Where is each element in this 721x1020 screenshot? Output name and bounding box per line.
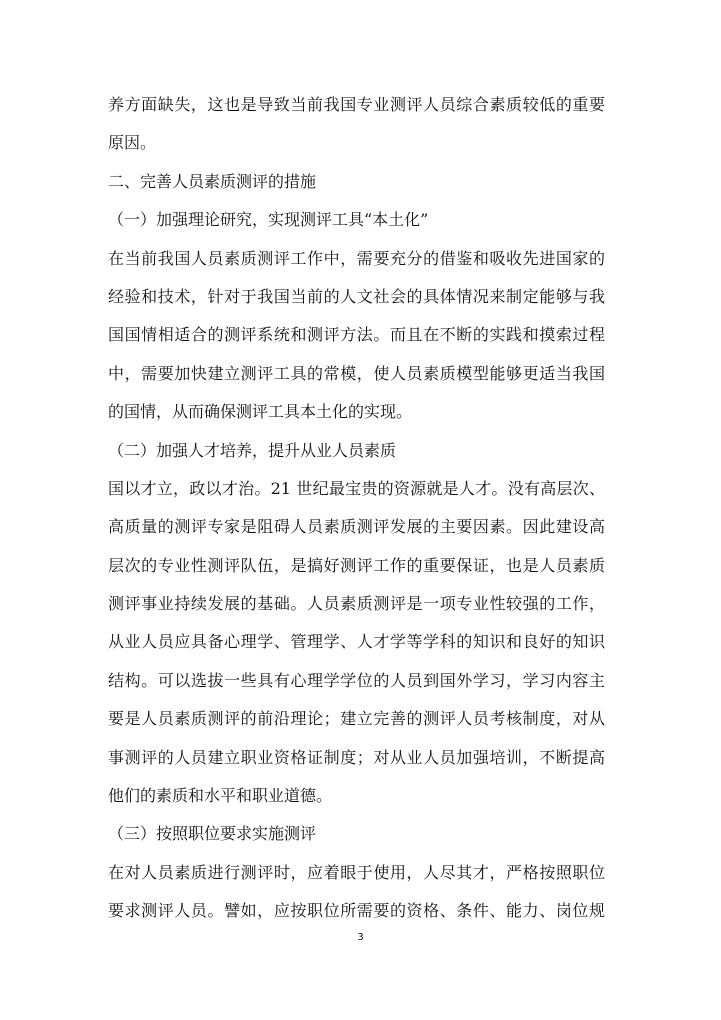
text-line: （一）加强理论研究，实现测评工具“本土化” (108, 210, 429, 230)
text-line: 的国情，从而确保测评工具本土化的实现。 (108, 402, 413, 422)
text-line: 结构。可以选拔一些具有心理学学位的人员到国外学习，学习内容主 (108, 670, 605, 690)
text-line: 测评事业持续发展的基础。人员素质测评是一项专业性较强的工作， (108, 594, 605, 614)
text-line: （三）按照职位要求实施测评 (108, 824, 317, 844)
text-line: 在对人员素质进行测评时，应着眼于使用，人尽其才，严格按照职位 (108, 862, 605, 882)
text-line: 原因。 (108, 133, 157, 153)
text-line: 国以才立，政以才治。21 世纪最宝贵的资源就是人才。没有高层次、 (108, 478, 605, 498)
text-line: 从业人员应具备心理学、管理学、人才学等学科的知识和良好的知识 (108, 632, 605, 652)
text-line: 中，需要加快建立测评工具的常模，使人员素质模型能够更适当我国 (108, 363, 605, 383)
text-line: 养方面缺失，这也是导致当前我国专业测评人员综合素质较低的重要 (108, 95, 605, 114)
text-line: 层次的专业性测评队伍，是搞好测评工作的重要保证，也是人员素质 (108, 555, 605, 575)
page-number: 3 (357, 932, 364, 943)
text-line: 经验和技术，针对于我国当前的人文社会的具体情况来制定能够与我 (108, 286, 605, 306)
text-line: 他们的素质和水平和职业道德。 (108, 786, 333, 806)
text-line: 二、完善人员素质测评的措施 (108, 171, 317, 191)
text-line: 事测评的人员建立职业资格证制度；对从业人员加强培训，不断提高 (108, 747, 605, 767)
body-text (108, 86, 605, 931)
text-line: 高质量的测评专家是阻碍人员素质测评发展的主要因素。因此建设高 (108, 517, 605, 537)
text-line: （二）加强人才培养，提升从业人员素质 (108, 440, 397, 460)
text-line: 要求测评人员。譬如，应按职位所需要的资格、条件、能力、岗位规 (108, 901, 605, 921)
text-line: 要是人员素质测评的前沿理论；建立完善的测评人员考核制度，对从 (108, 709, 605, 729)
text-line: 在当前我国人员素质测评工作中，需要充分的借鉴和吸收先进国家的 (108, 248, 605, 268)
text-line: 国国情相适合的测评系统和测评方法。而且在不断的实践和摸索过程 (108, 325, 605, 345)
